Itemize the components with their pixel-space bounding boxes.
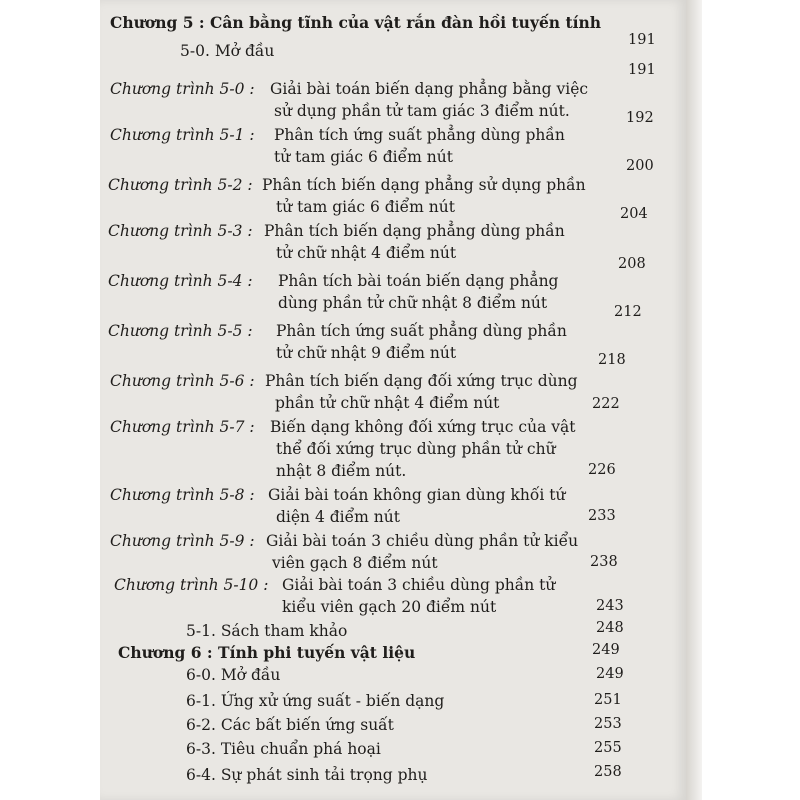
program-title-line2: tử chữ nhật 9 điểm nút	[276, 344, 457, 362]
chapter-5-title: Cân bằng tĩnh của vật rắn đàn hồi tuyến tính	[210, 13, 602, 32]
program-prefix: Chương trình 5-10 :	[114, 576, 269, 594]
program-prefix: Chương trình 5-9 :	[110, 532, 255, 550]
section-6-0: 6-0. Mở đầu	[186, 666, 281, 684]
program-title-line1: Biến dạng không đối xứng trục của vật	[270, 418, 576, 436]
chapter-6-label: Chương 6 :	[118, 643, 213, 662]
program-prefix: Chương trình 5-0 :	[110, 80, 255, 98]
program-5-8-page: 233	[588, 508, 616, 524]
program-title-line1: Phân tích biến dạng đối xứng trục dùng	[265, 372, 578, 390]
section-6-4: 6-4. Sự phát sinh tải trọng phụ	[186, 766, 428, 784]
program-title-line1: Phân tích ứng suất phẳng dùng phần	[276, 322, 567, 340]
chapter-5-label: Chương 5 :	[110, 13, 205, 32]
program-title-line1: Giải bài toán không gian dùng khối tứ	[268, 486, 566, 504]
program-title-line2: thể đối xứng trục dùng phần tử chữ	[276, 440, 556, 458]
program-title-line1: Phân tích biến dạng phẳng dùng phần	[264, 222, 565, 240]
program-5-5-page: 218	[598, 352, 626, 368]
program-5-9-page: 238	[590, 554, 618, 570]
program-title-line1: Giải bài toán 3 chiều dùng phần tử kiểu	[266, 532, 579, 550]
chapter-6-title: Tính phi tuyến vật liệu	[218, 643, 416, 662]
section-5-0-page: 191	[628, 62, 656, 78]
chapter-6-page: 249	[592, 642, 620, 658]
program-prefix: Chương trình 5-6 :	[110, 372, 255, 390]
program-prefix: Chương trình 5-5 :	[108, 322, 253, 340]
section-6-3: 6-3. Tiêu chuẩn phá hoại	[186, 740, 381, 758]
section-6-1-page: 251	[594, 692, 622, 708]
program-5-0-page: 192	[626, 110, 654, 126]
program-title-line2: sử dụng phần tử tam giác 3 điểm nút.	[274, 102, 570, 120]
section-5-1: 5-1. Sách tham khảo	[186, 622, 348, 640]
program-title-line2: viên gạch 8 điểm nút	[272, 554, 438, 572]
program-title-line1: Phân tích bài toán biến dạng phẳng	[278, 272, 559, 290]
program-title-line1: Giải bài toán 3 chiều dùng phần tử	[282, 576, 556, 594]
program-title-line2: tử tam giác 6 điểm nút	[274, 148, 453, 166]
program-title-line2: tử tam giác 6 điểm nút	[276, 198, 455, 216]
section-5-0: 5-0. Mở đầu	[180, 42, 275, 60]
page-edge	[686, 0, 702, 800]
section-6-1: 6-1. Ứng xử ứng suất - biến dạng	[186, 692, 445, 710]
program-title-line1: Phân tích biến dạng phẳng sử dụng phần	[262, 176, 586, 194]
program-title-line3: nhật 8 điểm nút.	[276, 462, 407, 480]
program-title-line2: phần tử chữ nhật 4 điểm nút	[275, 394, 500, 412]
section-6-2: 6-2. Các bất biến ứng suất	[186, 716, 394, 734]
program-5-3-page: 208	[618, 256, 646, 272]
program-5-10-page: 243	[596, 598, 624, 614]
program-prefix: Chương trình 5-7 :	[110, 418, 255, 436]
program-5-1-page: 200	[626, 158, 654, 174]
program-5-2-page: 204	[620, 206, 648, 222]
program-title-line2: tử chữ nhật 4 điểm nút	[276, 244, 457, 262]
program-5-7-page: 226	[588, 462, 616, 478]
program-prefix: Chương trình 5-4 :	[108, 272, 253, 290]
section-6-0-page: 249	[596, 666, 624, 682]
chapter-6-heading	[118, 642, 415, 664]
program-title-line2: kiểu viên gạch 20 điểm nút	[282, 598, 497, 616]
program-prefix: Chương trình 5-8 :	[110, 486, 255, 504]
program-title-line1: Phân tích ứng suất phẳng dùng phần	[274, 126, 565, 144]
program-prefix: Chương trình 5-1 :	[110, 126, 255, 144]
section-5-1-page: 248	[596, 620, 624, 636]
section-6-3-page: 255	[594, 740, 622, 756]
program-title-line2: diện 4 điểm nút	[276, 508, 400, 526]
program-title-line2: dùng phần tử chữ nhật 8 điểm nút	[278, 294, 548, 312]
program-prefix: Chương trình 5-3 :	[108, 222, 253, 240]
program-prefix: Chương trình 5-2 :	[108, 176, 253, 194]
section-6-4-page: 258	[594, 764, 622, 780]
program-5-4-page: 212	[614, 304, 642, 320]
program-title-line1: Giải bài toán biến dạng phẳng bằng việc	[270, 80, 589, 98]
program-5-6-page: 222	[592, 396, 620, 412]
chapter-5-page: 191	[628, 32, 656, 48]
section-6-2-page: 253	[594, 716, 622, 732]
chapter-5-heading	[110, 12, 601, 34]
